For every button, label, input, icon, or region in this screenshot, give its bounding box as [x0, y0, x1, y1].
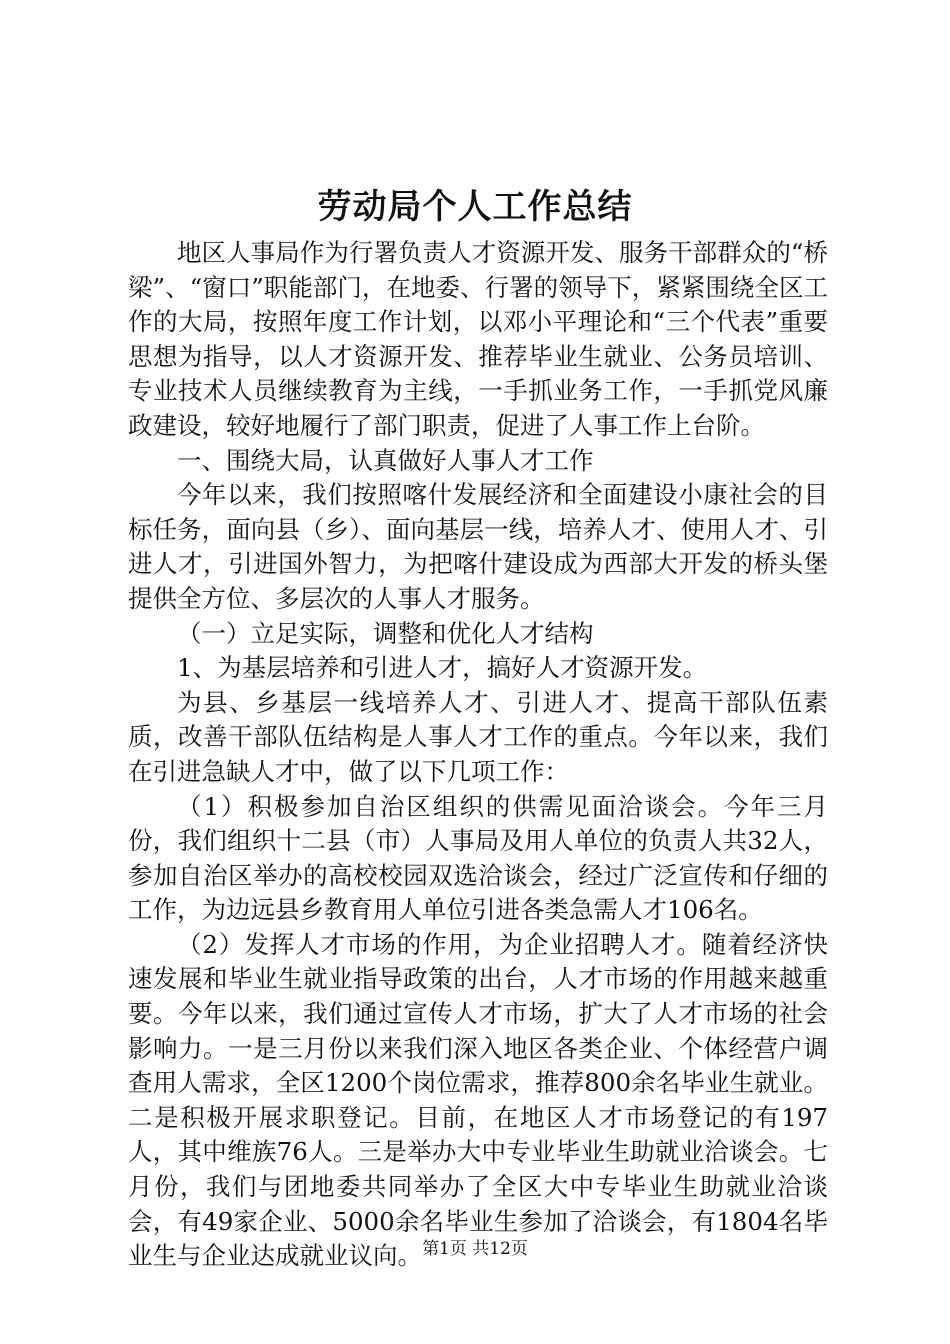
document-body: [128, 236, 828, 1274]
item-heading-1: 1、为基层培养和引进人才，搞好人才资源开发。: [177, 653, 708, 683]
paragraph-section-1: 今年以来，我们按照喀什发展经济和全面建设小康社会的目标任务，面向县（乡）、面向基层一线，培养人才、使用人才、引进人才，引进国外智力，为把喀什建设成为西部大开发的桥头堡提供全方位、多层次的人事人才服务。: [128, 480, 828, 613]
paragraph-point-1: （1）积极参加自治区组织的供需见面洽谈会。今年三月份，我们组织十二县（市）人事局及用人单位的负责人共32人，参加自治区举办的高校校园双选洽谈会，经过广泛宣传和仔细的工作，为边远县乡教育用人单位引进各类急需人才106名。: [128, 791, 828, 925]
section-heading-1: 一、围绕大局，认真做好人事人才工作: [177, 445, 594, 475]
paragraph-point-2: （2）发挥人才市场的作用，为企业招聘人才。随着经济快速发展和毕业生就业指导政策的出台，人才市场的作用越来越重要。今年以来，我们通过宣传人才市场，扩大了人才市场的社会影响力。一是三月份以来我们深入地区各类企业、个体经营户调查用人需求，全区1200个岗位需求，推荐800余名毕业生就业。二是积极开展求职登记。目前，在地区人才市场登记的有197人，其中维族76人。三是举办大中专业毕业生助就业洽谈会。七月份，我们与团地委共同举办了全区大中专毕业生助就业洽谈会，有49家企业、5000余名毕业生参加了洽谈会，有1804名毕业生与企业达成就业议向。: [128, 929, 828, 1271]
paragraph-item-1: 为县、乡基层一线培养人才、引进人才、提高干部队伍素质，改善干部队伍结构是人事人才工作的重点。今年以来，我们在引进急缺人才中，做了以下几项工作：: [128, 687, 828, 786]
subsection-heading-1: （一）立足实际，调整和优化人才结构: [177, 618, 594, 648]
page-indicator: 第1页 共12页: [422, 1239, 528, 1259]
document-title: 劳动局个人工作总结: [317, 187, 633, 227]
paragraph-intro: 地区人事局作为行署负责人才资源开发、服务干部群众的“桥梁”、“窗口”职能部门，在地委、行署的领导下，紧紧围绕全区工作的大局，按照年度工作计划，以邓小平理论和“三个代表”重要思想为指导，以人才资源开发、推荐毕业生就业、公务员培训、专业技术人员继续教育为主线，一手抓业务工作，一手抓党风廉政建设，较好地履行了部门职责，促进了人事工作上台阶。: [128, 238, 828, 440]
